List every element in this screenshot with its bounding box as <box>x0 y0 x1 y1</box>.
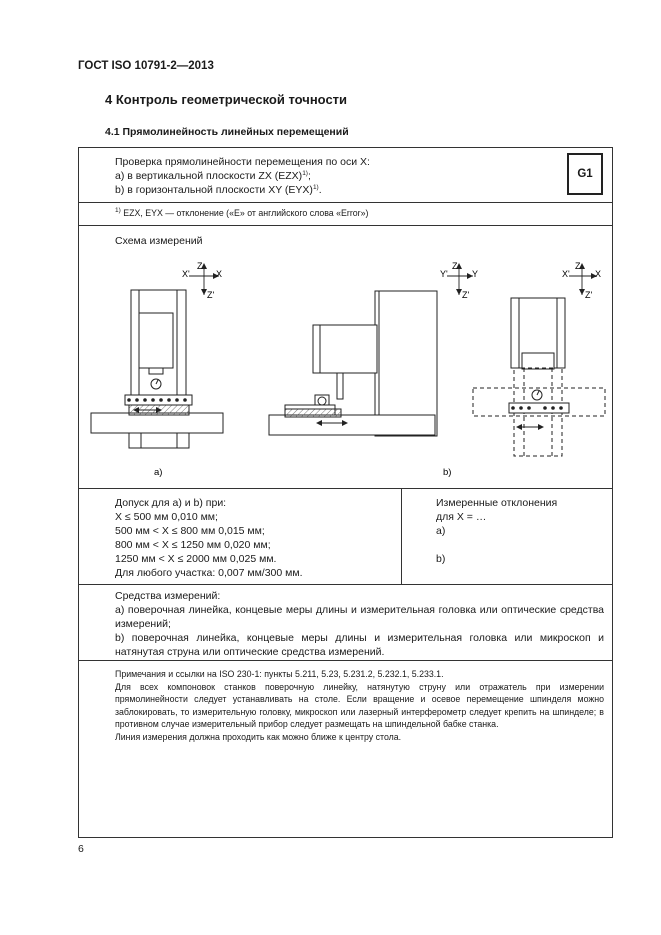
axis-label-z-3: Z <box>575 261 581 271</box>
scheme-title: Схема измерений <box>115 235 203 247</box>
tolerance-block <box>115 496 303 580</box>
subsection-title: 4.1 Прямолинейность линейных перемещений <box>105 126 349 138</box>
drawing-a-label: a) <box>154 467 163 478</box>
instruments-a: a) поверочная линейка, концевые меры длины и измерительная головка или оптические средства измерений; <box>115 604 604 630</box>
drawing-b-front-view <box>473 298 605 456</box>
instruments-block <box>115 589 604 659</box>
check-description <box>115 155 370 197</box>
measured-b: b) <box>436 553 446 565</box>
page-number: 6 <box>78 843 84 855</box>
drawing-b-label: b) <box>443 467 452 478</box>
check-item-a: a) в вертикальной плоскости ZX (EZX)$^{1)}$; <box>115 170 311 182</box>
axis-label-x-3: X <box>595 269 602 279</box>
measurement-scheme-figure <box>79 243 612 483</box>
standard-header: ГОСТ ISO 10791-2—2013 <box>78 60 214 72</box>
tolerance-line: 1250 мм < X ≤ 2000 мм 0,025 мм. <box>115 553 277 565</box>
notes-paragraph-1: Для всех компоновок станков поверочную линейку, натянутую струну или отражатель при измерении прямолинейности следует устанавливать на столе. Если вращение и осевое перемещение шпинделя можно заблокировать, то измерительную головку, микроскоп или лазерный интерферометр следует крепить на шпинделе; в противном случае измерительный прибор следует размещать на шпиндельной бабке станка. <box>115 681 604 729</box>
check-line1: Проверка прямолинейности перемещения по оси X: <box>115 156 370 168</box>
tolerance-title: Допуск для a) и b) при: <box>115 497 227 509</box>
axis-label-x-prime-3: X' <box>562 269 570 279</box>
axis-label-z-prime-1: Z' <box>207 290 215 300</box>
check-item-b: b) в горизонтальной плоскости XY (EYX)$^{1)}$. <box>115 184 322 196</box>
drawing-a-front-view <box>91 290 223 448</box>
tolerance-line: 500 мм < X ≤ 800 мм 0,015 мм; <box>115 525 265 537</box>
notes-block <box>115 668 604 743</box>
notes-paragraph-2: Линия измерения должна проходить как можно ближе к центру стола. <box>115 731 402 742</box>
tolerance-line: X ≤ 500 мм 0,010 мм; <box>115 511 218 523</box>
footnote <box>115 207 368 220</box>
section-title: 4 Контроль геометрической точности <box>105 92 348 107</box>
instruments-b: b) поверочная линейка, концевые меры длины и измерительная головка или микроскоп и натянутая струна или оптические средства измерений. <box>115 632 604 658</box>
measured-block <box>436 496 557 566</box>
axis-label-x-1: X <box>216 269 223 279</box>
check-code: G1 <box>577 168 593 180</box>
check-table <box>78 147 613 838</box>
footnote-text: EZX, EYX — отклонение («E» от английского слова «Error») <box>123 208 369 218</box>
notes-refs: Примечания и ссылки на ISO 230-1: пункты 5.211, 5.23, 5.231.2, 5.232.1, 5.233.1. <box>115 669 444 679</box>
axes-set-1 <box>182 261 222 300</box>
measured-for-x: для X = … <box>436 511 487 523</box>
footnote-mark: 1) <box>115 207 121 214</box>
axis-label-z-prime-2: Z' <box>462 290 470 300</box>
tolerance-line: 800 мм < X ≤ 1250 мм 0,020 мм; <box>115 539 271 551</box>
axis-label-z-1: Z <box>197 261 203 271</box>
tolerance-line: Для любого участка: 0,007 мм/300 мм. <box>115 567 303 579</box>
measured-title: Измеренные отклонения <box>436 497 558 509</box>
instruments-title: Средства измерений: <box>115 590 221 602</box>
axis-label-y-2: Y <box>472 269 479 279</box>
axis-label-x-prime-1: X' <box>182 269 190 279</box>
measured-a: a) <box>436 525 446 537</box>
axes-set-3 <box>562 261 601 300</box>
axis-label-z-2: Z <box>452 261 458 271</box>
drawing-b-side-view <box>269 291 437 436</box>
axes-set-2 <box>440 261 478 300</box>
axis-label-z-prime-3: Z' <box>585 290 593 300</box>
axis-label-y-prime-2: Y' <box>440 269 448 279</box>
check-code-box <box>567 153 603 195</box>
